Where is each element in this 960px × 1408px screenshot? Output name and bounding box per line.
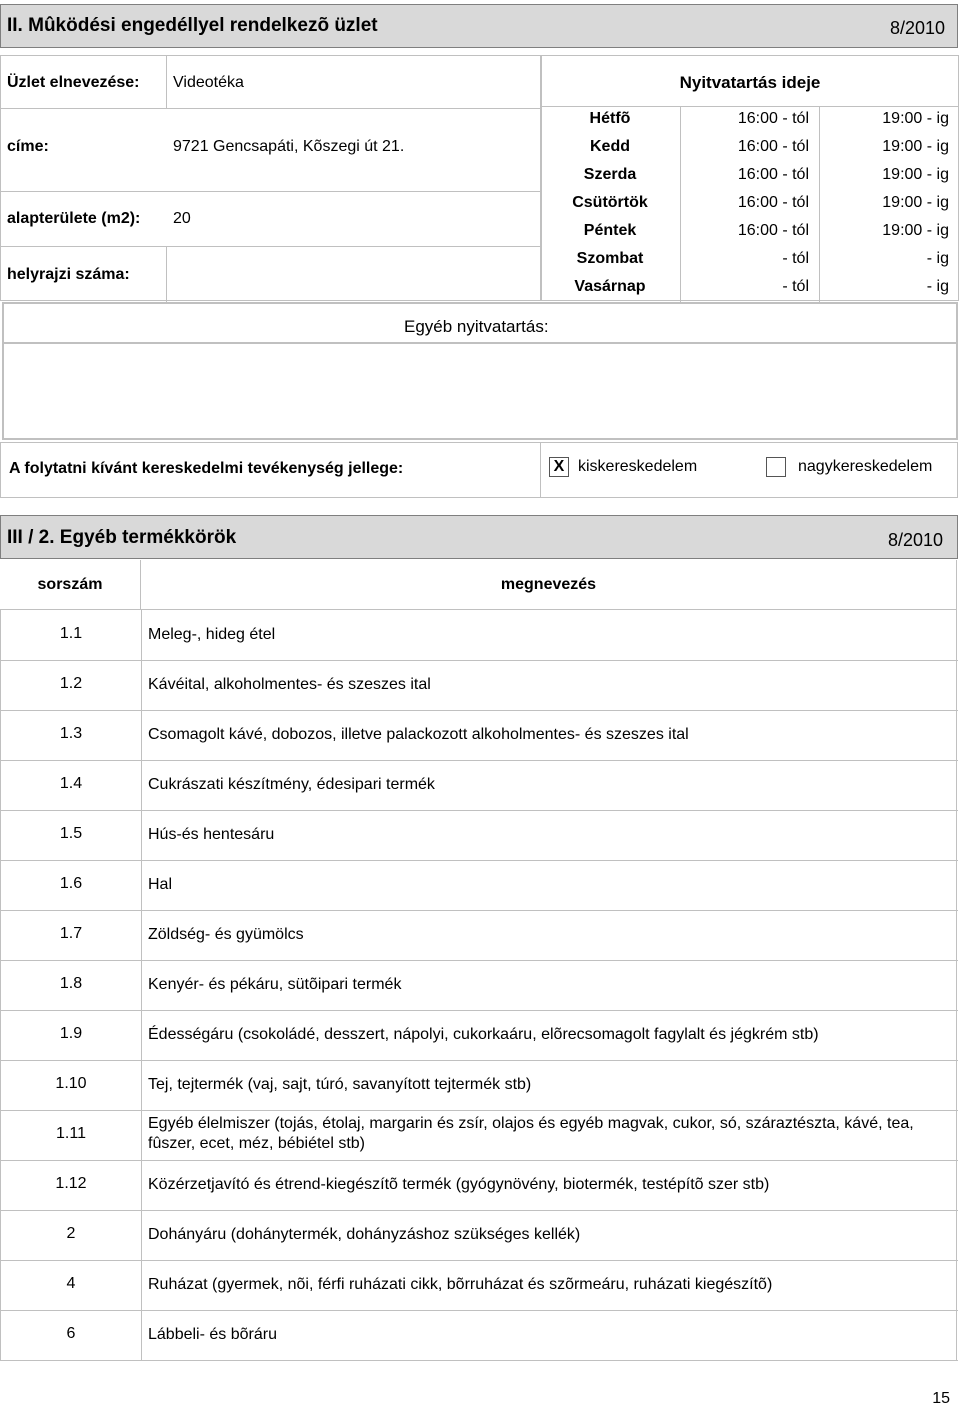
product-row xyxy=(1,1210,958,1261)
other-hours-box xyxy=(2,302,958,440)
hours-day: Vasárnap xyxy=(574,278,646,295)
product-row xyxy=(1,960,958,1011)
product-number: 1.6 xyxy=(59,875,83,892)
page-number: 15 xyxy=(932,1390,950,1407)
product-name: Kávéital, alkoholmentes- és szeszes ital xyxy=(148,676,431,693)
product-name: Kenyér- és pékáru, sütõipari termék xyxy=(148,976,402,993)
activity-row xyxy=(0,442,958,498)
product-name: Hal xyxy=(148,876,173,893)
product-number: 1.1 xyxy=(59,625,83,642)
hours-row xyxy=(541,133,959,161)
product-name: Közérzetjavító és étrend-kiegészítõ termék (gyógynövény, biotermék, testépítõ szer stb) xyxy=(148,1176,770,1193)
hours-to: - ig xyxy=(926,250,949,267)
product-name: Édességáru (csokoládé, desszert, nápolyi, cukorkaáru, elõrecsomagolt fagylalt és jégkrém stb) xyxy=(148,1026,819,1043)
product-number: 1.7 xyxy=(59,925,83,942)
product-number: 2 xyxy=(66,1225,76,1242)
product-number: 1.9 xyxy=(59,1025,83,1042)
product-number: 1.10 xyxy=(55,1075,87,1092)
product-number: 1.8 xyxy=(59,975,83,992)
hours-from: 16:00 - tól xyxy=(737,138,809,155)
hours-day: Péntek xyxy=(583,222,637,239)
product-name: Hús-és hentesáru xyxy=(148,826,275,843)
hours-from: - tól xyxy=(782,278,809,295)
hours-to: 19:00 - ig xyxy=(882,110,949,127)
hours-to: 19:00 - ig xyxy=(882,166,949,183)
product-name: Dohányáru (dohánytermék, dohányzáshoz szükséges kellék) xyxy=(148,1226,581,1243)
activity-label: A folytatni kívánt kereskedelmi tevékenység jellege: xyxy=(9,460,404,477)
hours-to: 19:00 - ig xyxy=(882,138,949,155)
product-row xyxy=(1,1310,958,1361)
section-iii-code: 8/2010 xyxy=(887,530,943,550)
product-row xyxy=(1,810,958,861)
product-number: 6 xyxy=(66,1325,76,1342)
shop-info-block xyxy=(0,55,541,301)
hours-from: 16:00 - tól xyxy=(737,166,809,183)
wholesale-label: nagykereskedelem xyxy=(798,458,933,475)
product-row xyxy=(1,910,958,961)
product-name: Lábbeli- és bõráru xyxy=(148,1326,277,1343)
hours-day: Csütörtök xyxy=(572,194,648,211)
hours-to: 19:00 - ig xyxy=(882,194,949,211)
product-name: Egyéb élelmiszer (tojás, étolaj, margarin és zsír, olajos és egyéb magvak, cukor, só, száraztészta, kávé, tea, fûszer, ecet, méz, bébiétel stb) xyxy=(148,1115,914,1152)
wholesale-checkbox[interactable] xyxy=(766,457,786,477)
product-number: 1.4 xyxy=(59,775,83,792)
hours-day: Szerda xyxy=(583,166,637,183)
section-ii-title: II. Mûködési engedéllyel rendelkezõ üzlet xyxy=(7,15,378,36)
product-name: Cukrászati készítmény, édesipari termék xyxy=(148,776,435,793)
product-row xyxy=(1,610,958,661)
product-name: Zöldség- és gyümölcs xyxy=(148,926,304,943)
product-row xyxy=(1,660,958,711)
section-iii-title: III / 2. Egyéb termékkörök xyxy=(7,527,237,548)
area-label: alapterülete (m2): xyxy=(7,210,141,227)
hours-day: Hétfõ xyxy=(589,110,631,127)
retail-checkbox[interactable]: X xyxy=(549,457,569,477)
col-number-header: sorszám xyxy=(37,576,103,593)
section-ii-code: 8/2010 xyxy=(889,18,945,38)
col-name-header: megnevezés xyxy=(500,576,597,593)
hours-from: 16:00 - tól xyxy=(737,110,809,127)
product-row xyxy=(1,1260,958,1311)
product-name: Csomagolt kávé, dobozos, illetve palackozott alkoholmentes- és szeszes ital xyxy=(148,726,689,743)
product-number: 1.5 xyxy=(59,825,83,842)
hours-row xyxy=(541,161,959,189)
hours-to: 19:00 - ig xyxy=(882,222,949,239)
product-table xyxy=(0,610,957,1361)
area-value: 20 xyxy=(173,210,191,227)
hours-row xyxy=(541,245,959,273)
address-label: címe: xyxy=(7,138,49,155)
hours-from: 16:00 - tól xyxy=(737,222,809,239)
hours-row xyxy=(541,189,959,217)
section-iii-header xyxy=(0,515,958,559)
retail-label: kiskereskedelem xyxy=(578,458,698,475)
hours-day: Szombat xyxy=(576,250,644,267)
product-number: 1.11 xyxy=(56,1125,86,1142)
hours-from: 16:00 - tól xyxy=(737,194,809,211)
shop-name-label: Üzlet elnevezése: xyxy=(7,74,140,91)
product-row xyxy=(1,1010,958,1061)
hours-from: - tól xyxy=(782,250,809,267)
product-table-header xyxy=(0,560,957,610)
hours-row xyxy=(541,217,959,245)
product-number: 1.2 xyxy=(59,675,83,692)
product-row xyxy=(1,1110,958,1161)
product-row xyxy=(1,1160,958,1211)
hours-row xyxy=(541,273,959,301)
product-name: Ruházat (gyermek, nõi, férfi ruházati cikk, bõrruházat és szõrmeáru, ruházati kiegészítõ) xyxy=(148,1276,773,1293)
hours-day: Kedd xyxy=(590,138,630,155)
product-number: 1.3 xyxy=(59,725,83,742)
other-hours-label: Egyéb nyitvatartás: xyxy=(404,317,549,336)
parcel-label: helyrajzi száma: xyxy=(7,266,130,283)
product-row xyxy=(1,710,958,761)
opening-hours-title: Nyitvatartás ideje xyxy=(679,73,821,92)
shop-name-value: Videotéka xyxy=(173,74,244,91)
address-value: 9721 Gencsapáti, Kõszegi út 21. xyxy=(173,138,405,155)
product-row xyxy=(1,860,958,911)
section-ii-header xyxy=(0,4,958,48)
hours-to: - ig xyxy=(926,278,949,295)
product-name: Tej, tejtermék (vaj, sajt, túró, savanyított tejtermék stb) xyxy=(148,1076,532,1093)
hours-row xyxy=(541,105,959,133)
product-number: 4 xyxy=(66,1275,76,1292)
product-name: Meleg-, hideg étel xyxy=(148,626,276,643)
product-row xyxy=(1,760,958,811)
product-number: 1.12 xyxy=(55,1175,87,1192)
product-row xyxy=(1,1060,958,1111)
